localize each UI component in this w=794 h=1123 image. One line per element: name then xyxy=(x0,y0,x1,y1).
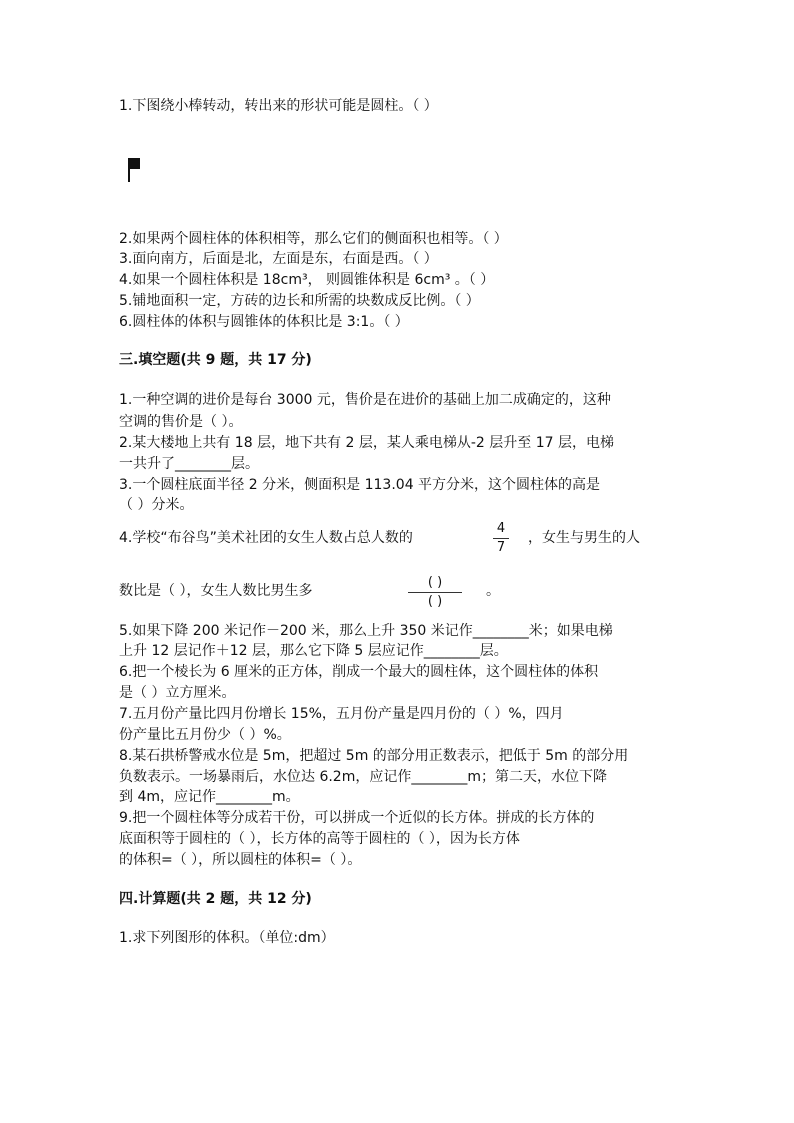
judge-q6: 6.圆柱体的体积与圆锥体的体积比是 3:1。（ ） xyxy=(119,314,409,330)
fill-q8-line3: 到 4m，应记作________m。 xyxy=(119,789,300,805)
fraction-denominator: 7 xyxy=(496,540,506,555)
fill-q2-line1: 2.某大楼地上共有 18 层，地下共有 2 层，某人乘电梯从-2 层升至 17 层，电梯 xyxy=(119,435,615,451)
fill-q6-line2: 是（ ）立方厘米。 xyxy=(119,685,236,701)
fill-q7-line2: 份产量比五月份少（ ）%。 xyxy=(119,727,291,743)
fill-q4-line2-start: 数比是（ ），女生人数比男生多 xyxy=(119,583,313,599)
fill-q8-line1: 8.某石拱桥警戒水位是 5m，把超过 5m 的部分用正数表示，把低于 5m 的部分用 xyxy=(119,748,629,764)
judge-q3: 3.面向南方，后面是北，左面是东，右面是西。（ ） xyxy=(119,251,438,267)
fill-q9-line3: 的体积=（ ），所以圆柱的体积=（ ）。 xyxy=(119,852,362,868)
fraction-four-sevenths xyxy=(493,521,509,556)
judge-q4: 4.如果一个圆柱体积是 18cm³， 则圆锥体积是 6cm³ 。（ ） xyxy=(119,272,495,288)
blank-fraction-numerator: ( ) xyxy=(427,575,443,590)
fill-q4-line1-start: 4.学校“布谷鸟”美术社团的女生人数占总人数的 xyxy=(119,530,413,546)
fill-q4-line1-end: ，女生与男生的人 xyxy=(528,530,640,546)
fill-q6-line1: 6.把一个棱长为 6 厘米的正方体，削成一个最大的圆柱体，这个圆柱体的体积 xyxy=(119,664,599,680)
fill-q1-line1: 1.一种空调的进价是每台 3000 元，售价是在进价的基础上加二成确定的，这种 xyxy=(119,392,611,408)
judge-q5: 5.铺地面积一定，方砖的边长和所需的块数成反比例。（ ） xyxy=(119,293,480,309)
judge-q2: 2.如果两个圆柱体的体积相等，那么它们的侧面积也相等。（ ） xyxy=(119,231,508,247)
flag-rod-icon xyxy=(127,158,141,182)
fill-q3-line2: （ ）分米。 xyxy=(119,497,194,513)
fill-q8-line2: 负数表示。一场暴雨后，水位达 6.2m，应记作________m；第二天，水位下降 xyxy=(119,769,607,785)
fraction-numerator: 4 xyxy=(496,521,506,536)
blank-fraction-denominator: ( ) xyxy=(427,594,443,609)
fill-q9-line2: 底面积等于圆柱的（ ），长方体的高等于圆柱的（ ），因为长方体 xyxy=(119,831,520,847)
judge-q1: 1.下图绕小棒转动，转出来的形状可能是圆柱。（ ） xyxy=(119,98,438,114)
fill-q4-line2-end: 。 xyxy=(486,583,500,599)
section4-heading: 四.计算题(共 2 题，共 12 分) xyxy=(119,891,312,907)
blank-fraction xyxy=(408,575,462,610)
calc-q1: 1.求下列图形的体积。（单位:dm） xyxy=(119,930,335,946)
fill-q5-line1: 5.如果下降 200 米记作－200 米，那么上升 350 米记作________米；如果电梯 xyxy=(119,623,613,639)
fill-q9-line1: 9.把一个圆柱体等分成若干份，可以拼成一个近似的长方体。拼成的长方体的 xyxy=(119,810,595,826)
fill-q1-line2: 空调的售价是（ ）。 xyxy=(119,414,243,430)
fill-q2-line2: 一共升了________层。 xyxy=(119,456,259,472)
fill-q5-line2: 上升 12 层记作＋12 层，那么它下降 5 层应记作________层。 xyxy=(119,643,508,659)
section3-heading: 三.填空题(共 9 题，共 17 分) xyxy=(119,352,312,368)
fill-q7-line1: 7.五月份产量比四月份增长 15%，五月份产量是四月份的（ ）%，四月 xyxy=(119,706,564,722)
fill-q3-line1: 3.一个圆柱底面半径 2 分米，侧面积是 113.04 平方分米，这个圆柱体的高是 xyxy=(119,477,601,493)
